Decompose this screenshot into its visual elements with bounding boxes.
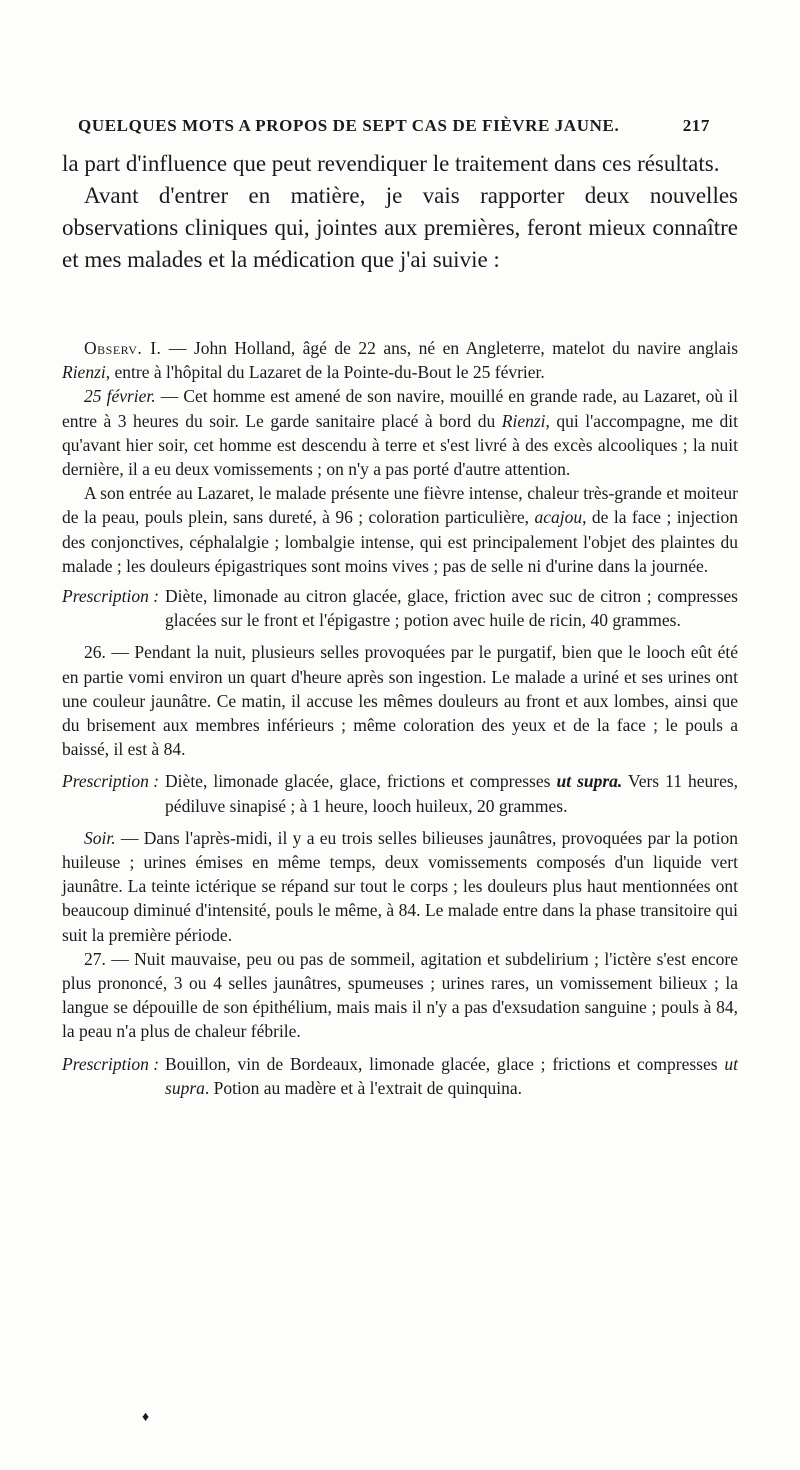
intro-paragraph-2: Avant d'entrer en matière, je vais rapporter deux nouvelles observations cliniques qui, jointes aux premières, feront mieux connaître et mes malades et la médication que j'ai suivie :: [62, 183, 738, 272]
observation-label: Observ. I.: [84, 338, 162, 358]
day-25-text-b: , qui l'accompagne, me dit qu'avant hier soir, cet homme est descendu à terre et s'est livré à des excès alcooliques ; la nuit dernière, il a eu deux vomissements ; on n'y a pas porté d'autre attention.: [62, 410, 738, 480]
page-number: 217: [682, 116, 710, 135]
observation-section: [62, 336, 738, 1100]
day-26-entry: 26. — Pendant la nuit, plusieurs selles provoquées par le purgatif, bien que le looch eût été en partie vomi environ un quart d'heure après son ingestion. Le malade a uriné et ses urines ont une couleur jaunâtre. Ce matin, il accuse les mêmes douleurs au front et aux lombes, ainsi que du brisement aux membres inférieurs ; même coloration des yeux et de la face ; le pouls a baissé, il est à 84.: [62, 642, 738, 760]
prescription-text: [165, 769, 738, 817]
day-27-entry: 27. — Nuit mauvaise, peu ou pas de sommeil, agitation et subdelirium ; l'ictère s'est encore plus prononcé, 3 ou 4 selles jaunâtres, spumeuses ; urines rares, un vomissement bilieux ; la langue se dépouille de son épithélium, mais mais il n'y a pas d'exsudation sanguine ; pouls à 84, la peau n'a plus de chaleur fébrile.: [62, 948, 738, 1042]
face-color: acajou: [534, 507, 583, 528]
prescription-text-b: Vers 11 heures, pédiluve sinapisé ; à 1 heure, looch huileux, 20 grammes.: [165, 771, 739, 816]
day-26-evening: [62, 826, 738, 947]
day-25-entry: [62, 384, 738, 481]
prescription-text-b: . Potion au madère et à l'extrait de quinquina.: [204, 1077, 523, 1098]
ship-name: Rienzi: [62, 362, 106, 383]
prescription-day-25: [62, 584, 738, 632]
printer-mark: ♦: [142, 1410, 150, 1425]
observation-text-a: — John Holland, âgé de 22 ans, né en Angleterre, matelot du navire anglais: [161, 338, 739, 358]
prescription-label: Prescription :: [62, 771, 160, 792]
prescription-text: [165, 1052, 738, 1100]
prescription-text: Diète, limonade au citron glacée, glace, friction avec suc de citron ; compresses glacées sur le front et l'épigastre ; potion avec huile de ricin, 40 grammes.: [165, 586, 738, 631]
day-25-date: 25 février.: [84, 386, 156, 407]
running-head: [78, 116, 710, 136]
prescription-day-27: [62, 1052, 738, 1100]
prescription-label: Prescription :: [62, 1053, 160, 1074]
evening-label: Soir.: [84, 827, 116, 848]
prescription-text-a: Bouillon, vin de Bordeaux, limonade glacée, glace ; frictions et compresses: [165, 1053, 725, 1074]
observation-intro: [62, 336, 738, 384]
day-25-admission-b: , de la face ; injection des conjonctives, céphalalgie ; lombalgie intense, qui est principalement l'objet des plaintes du malade ; les douleurs épigastriques sont moins vives ; pas de selle ni d'urine dans la journée.: [62, 507, 738, 576]
day-25-ship-name: Rienzi: [501, 410, 546, 431]
intro-paragraph-1: la part d'influence que peut revendiquer le traitement dans ces résultats.: [62, 151, 720, 176]
day-25-admission: [62, 481, 738, 578]
day-25-text-a: — Cet homme est amené de son navire, mouillé en grande rade, au Lazaret, où il entre à 3 heures du soir. Le garde sanitaire placé à bord du: [62, 386, 738, 431]
running-head-title: QUELQUES MOTS A PROPOS DE SEPT CAS DE FIÈVRE JAUNE.: [78, 116, 620, 135]
ut-supra: ut supra.: [556, 771, 623, 792]
prescription-text-a: Diète, limonade glacée, glace, frictions et compresses: [165, 771, 557, 792]
observation-text-b: , entre à l'hôpital du Lazaret de la Pointe-du-Bout le 25 février.: [105, 362, 545, 383]
evening-text: — Dans l'après-midi, il y a eu trois selles bilieuses jaunâtres, provoquées par la potion huileuse ; urines émises en même temps, deux vomissements composés d'un liquide vert jaunâtre. La teinte ictérique se répand sur tout le corps ; les douleurs plus haut mentionnées ont beaucoup diminué d'intensité, pouls le même, à 84. Le malade entre dans la phase transitoire qui suit la première période.: [62, 827, 738, 945]
prescription-label: Prescription :: [62, 586, 160, 607]
ut-supra: ut supra: [165, 1053, 738, 1098]
day-25-admission-a: A son entrée au Lazaret, le malade présente une fièvre intense, chaleur très-grande et moiteur de la peau, pouls plein, sans dureté, à 96 ; coloration particulière,: [62, 483, 738, 528]
prescription-day-26: [62, 769, 738, 817]
intro-section: [62, 148, 738, 276]
